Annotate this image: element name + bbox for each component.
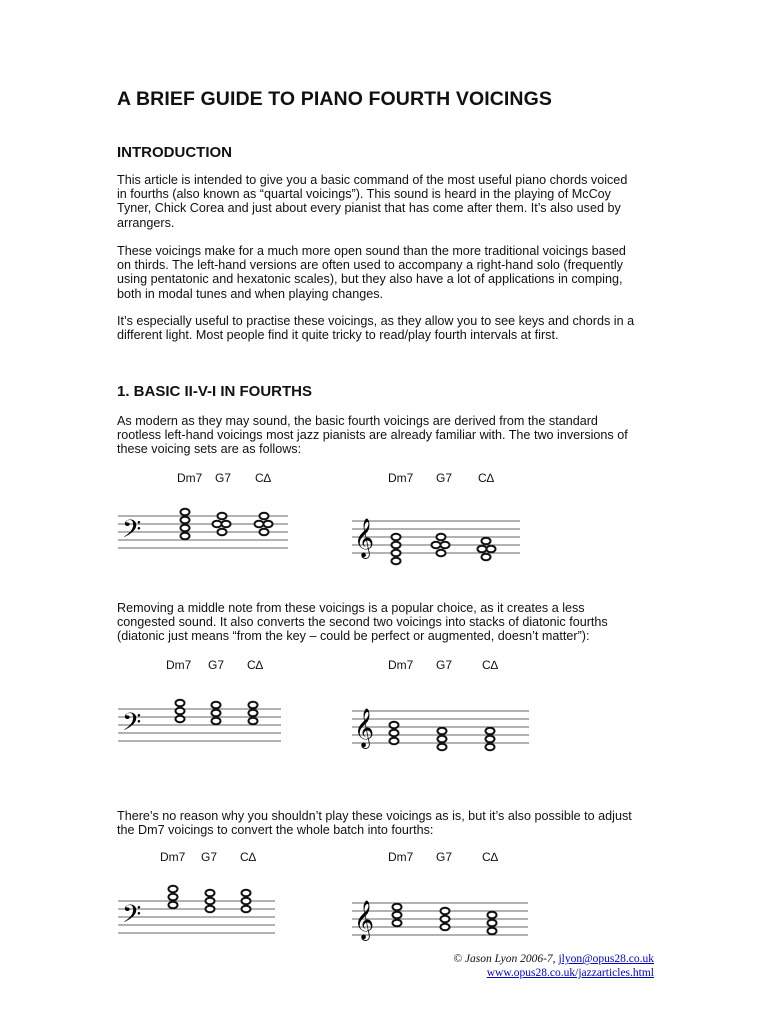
treble-clef-icon: 𝄞	[354, 900, 375, 940]
chord-label-dm7: Dm7	[388, 850, 414, 864]
section1-paragraph-2: Removing a middle note from these voicings is a popular choice, as it creates a less congested sound. It also converts the second two voicings into stacks of diatonic fourths (diatonic just means “from the key – could be perfect or augmented, doesn’t matter”):	[117, 601, 608, 644]
section1-paragraph-3: There’s no reason why you shouldn’t play these voicings as is, but it’s also possible to adjust the Dm7 voicings to convert the whole batch into fourths:	[117, 809, 632, 838]
footer-url-line	[453, 966, 654, 980]
bass-clef-icon: 𝄢	[122, 515, 142, 550]
section1-heading: 1. BASIC II-V-I IN FOURTHS	[117, 383, 313, 400]
chord-label-cmaj7: C∆	[478, 471, 495, 485]
footer-email-link[interactable]: jlyon@opus28.co.uk	[558, 953, 654, 965]
footer-url-link[interactable]: www.opus28.co.uk/jazzarticles.html	[486, 967, 654, 979]
chord-label-dm7: Dm7	[388, 658, 414, 672]
page-title: A BRIEF GUIDE TO PIANO FOURTH VOICINGS	[117, 88, 552, 110]
chord-label-dm7: Dm7	[166, 658, 192, 672]
treble-clef-staff-row1	[352, 505, 522, 565]
intro-paragraph-2: These voicings make for a much more open sound than the more traditional voicings based on thirds. The left-hand versions are often used to accompany a right-hand solo (frequently using pentatonic and hexatonic scales), but they also have a lot of applications in comping, both in modal tunes and when playing changes.	[117, 244, 626, 301]
chord-label-cmaj7: C∆	[247, 658, 264, 672]
chord-notes	[169, 886, 251, 912]
chord-label-g7: G7	[215, 471, 232, 485]
chord-notes	[392, 534, 496, 564]
chord-label-g7: G7	[201, 850, 218, 864]
intro-paragraph-3: It’s especially useful to practise these voicings, as they allow you to see keys and chords in a different light. Most people find it quite tricky to read/play fourth intervals at first.	[117, 314, 635, 343]
intro-heading: INTRODUCTION	[117, 144, 232, 161]
chord-label-g7: G7	[436, 658, 453, 672]
chord-label-g7: G7	[436, 471, 453, 485]
bass-clef-icon: 𝄢	[122, 900, 142, 935]
treble-clef-staff-row2	[352, 695, 532, 755]
chord-label-cmaj7: C∆	[482, 850, 499, 864]
chord-notes	[176, 700, 258, 724]
bass-clef-staff-row2	[118, 693, 283, 753]
chord-notes	[390, 722, 495, 750]
section1-paragraph-1: As modern as they may sound, the basic fourth voicings are derived from the standard rootless left-hand voicings most jazz pianists are already familiar with. The two inversions of these voicing sets are as follows:	[117, 414, 628, 457]
bass-clef-staff-row3	[118, 885, 278, 945]
footer	[453, 952, 654, 980]
bass-clef-icon: 𝄢	[122, 708, 142, 743]
chord-label-dm7: Dm7	[160, 850, 186, 864]
treble-clef-icon: 𝄞	[354, 518, 375, 558]
bass-clef-staff-row1	[118, 500, 288, 560]
chord-label-cmaj7: C∆	[255, 471, 272, 485]
footer-copyright-line	[453, 952, 654, 966]
chord-label-cmaj7: C∆	[482, 658, 499, 672]
footer-copyright: © Jason Lyon 2006-7,	[453, 953, 559, 965]
chord-label-g7: G7	[436, 850, 453, 864]
treble-clef-staff-row3	[352, 887, 532, 947]
treble-clef-icon: 𝄞	[354, 708, 375, 748]
chord-label-g7: G7	[208, 658, 225, 672]
intro-paragraph-1: This article is intended to give you a basic command of the most useful piano chords voiced in fourths (also known as “quartal voicings”). This sound is heard in the playing of McCoy Tyner, Chick Corea and just about every pianist that has come after them. It’s also used by arrangers.	[117, 173, 628, 230]
chord-label-dm7: Dm7	[177, 471, 203, 485]
chord-label-dm7: Dm7	[388, 471, 414, 485]
chord-label-cmaj7: C∆	[240, 850, 257, 864]
